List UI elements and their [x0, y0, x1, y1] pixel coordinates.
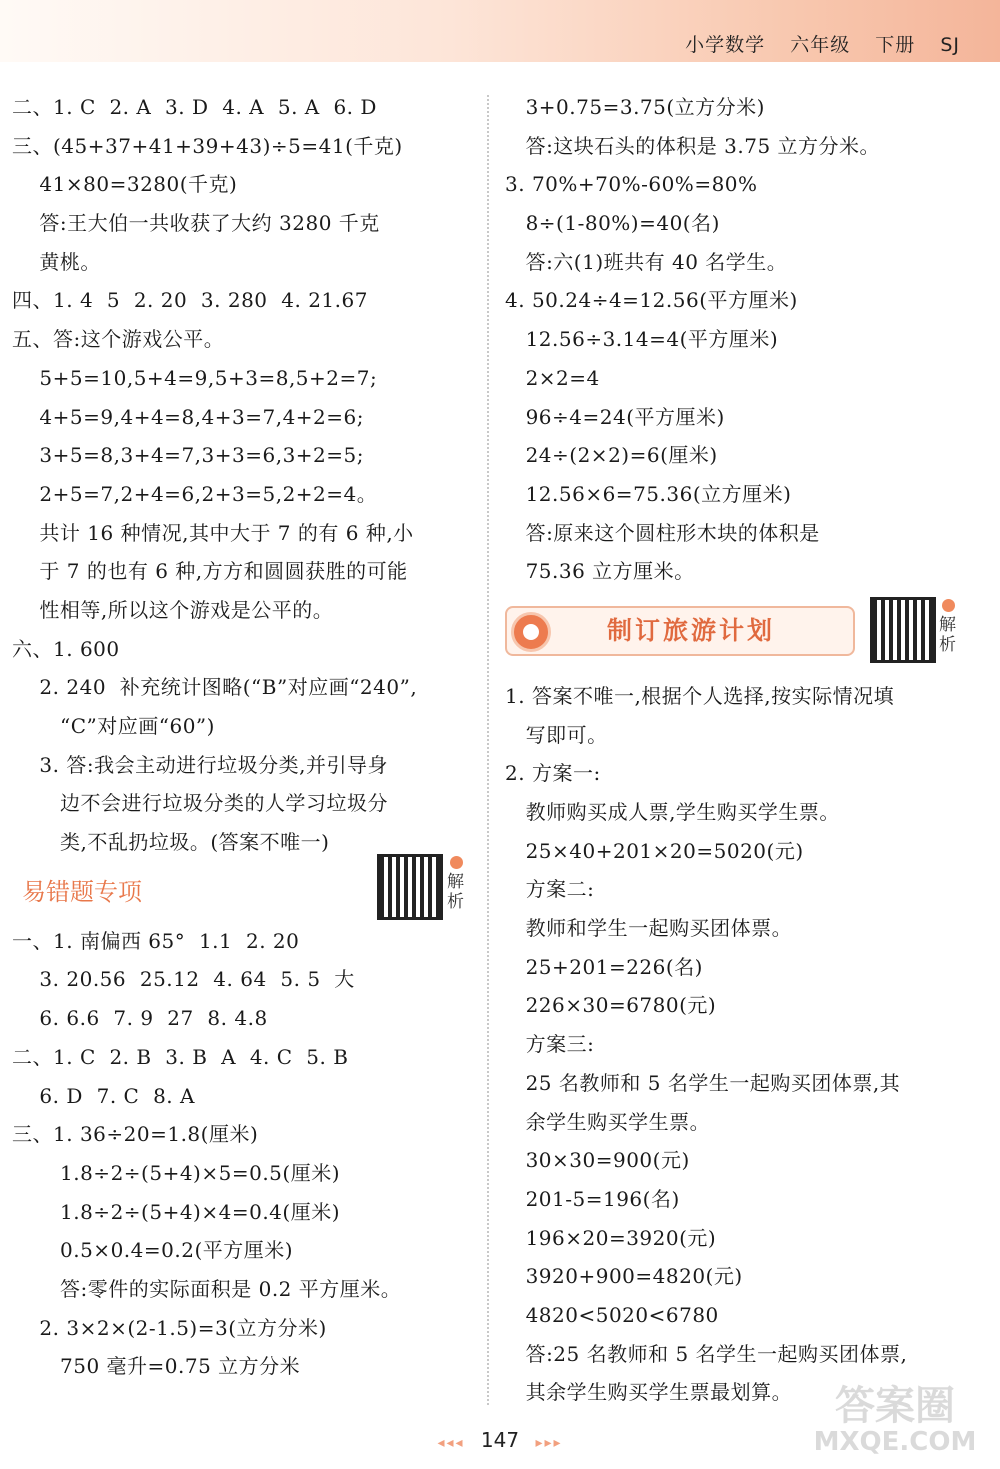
watermark-line2: MXQE.COM	[813, 1427, 977, 1457]
header-volume: 下册	[875, 34, 916, 56]
answer-line: 3. 20.56 25.12 4. 64 5. 5 大	[12, 967, 355, 992]
next-arrows-icon: ▸▸▸	[535, 1435, 563, 1451]
answer-line: 4. 50.24÷4=12.56(平方厘米)	[505, 288, 798, 313]
answer-line: 教师和学生一起购买团体票。	[505, 916, 793, 941]
answer-line: 3. 答:我会主动进行垃圾分类,并引导身	[12, 752, 388, 777]
answer-line: 6. 6.6 7. 9 27 8. 4.8	[12, 1006, 268, 1031]
qr-code-icon[interactable]	[870, 597, 936, 663]
answer-line: 196×20=3920(元)	[505, 1225, 717, 1250]
header-edition: SJ	[940, 34, 960, 56]
answer-line: 二、1. C 2. A 3. D 4. A 5. A 6. D	[12, 95, 377, 119]
answer-line: 一、1. 南偏西 65° 1.1 2. 20	[12, 928, 300, 953]
error-prone-answers-block	[12, 922, 474, 1386]
answer-line: 答:六(1)班共有 40 名学生。	[505, 249, 788, 274]
answer-line: 3+5=8,3+4=7,3+3=6,3+2=5;	[12, 443, 364, 468]
prev-arrows-icon: ◂◂◂	[437, 1435, 465, 1451]
answer-line: 2. 240 补充统计图略(“B”对应画“240”,	[12, 675, 418, 700]
right-column	[505, 88, 975, 1412]
answer-line: 方案三:	[505, 1032, 595, 1057]
answer-line: 共计 16 种情况,其中大于 7 的有 6 种,小	[12, 520, 414, 545]
answer-line: 0.5×0.4=0.2(平方厘米)	[12, 1238, 294, 1263]
left-answers-block	[12, 88, 474, 862]
answer-line: 12.56×6=75.36(立方厘米)	[505, 481, 792, 506]
answer-line: 1. 答案不唯一,根据个人选择,按实际情况填	[505, 683, 895, 708]
column-divider	[487, 95, 489, 1405]
answer-line: 答:25 名教师和 5 名学生一起购买团体票,	[505, 1341, 908, 1366]
qr-code-icon[interactable]	[377, 854, 443, 920]
answer-line: 余学生购买学生票。	[505, 1109, 711, 1134]
answer-line: 25+201=226(名)	[505, 954, 703, 979]
right-answers-block	[505, 88, 975, 591]
answer-line: 方案二:	[505, 877, 595, 902]
answer-line: 1.8÷2÷(5+4)×5=0.5(厘米)	[12, 1160, 341, 1185]
travel-plan-banner	[505, 603, 975, 661]
answer-line: 41×80=3280(千克)	[12, 172, 238, 197]
answer-line: 30×30=900(元)	[505, 1148, 690, 1173]
answer-line: 三、(45+37+41+39+43)÷5=41(千克)	[12, 133, 403, 158]
watermark-line1: 答案圈	[835, 1383, 955, 1429]
travel-plan-answers-block	[505, 677, 975, 1412]
banner-title: 制订旅游计划	[607, 615, 776, 645]
answer-line: 二、1. C 2. B 3. B A 4. C 5. B	[12, 1044, 349, 1069]
answer-line: 3+0.75=3.75(立方分米)	[505, 95, 765, 119]
answer-line: 2. 3×2×(2-1.5)=3(立方分米)	[12, 1315, 327, 1340]
play-dot-icon	[450, 856, 463, 869]
answer-line: “C”对应画“60”)	[12, 714, 215, 738]
header-grade: 六年级	[790, 34, 851, 56]
section-title-text: 易错题专项	[22, 877, 142, 906]
play-dot-icon	[942, 599, 955, 612]
answer-line: 其余学生购买学生票最划算。	[505, 1380, 793, 1405]
answer-line: 答:原来这个圆柱形木块的体积是	[505, 520, 820, 545]
answer-line: 五、答:这个游戏公平。	[12, 327, 225, 352]
left-column	[12, 88, 474, 1386]
banner-circle-icon	[511, 612, 551, 652]
answer-line: 性相等,所以这个游戏是公平的。	[12, 597, 334, 622]
answer-line: 教师购买成人票,学生购买学生票。	[505, 800, 840, 824]
watermark-logo	[800, 1383, 990, 1458]
answer-line: 6. D 7. C 8. A	[12, 1083, 195, 1108]
header-subject: 小学数学	[685, 34, 766, 56]
answer-line: 4+5=9,4+4=8,4+3=7,4+2=6;	[12, 404, 364, 429]
banner-box	[505, 606, 855, 656]
qr-label: 解析	[939, 614, 956, 655]
answer-line: 2+5=7,2+4=6,2+3=5,2+2=4。	[12, 481, 378, 506]
answer-line: 于 7 的也有 6 种,方方和圆圆获胜的可能	[12, 559, 408, 584]
answer-line: 写即可。	[505, 722, 608, 747]
answer-line: 12.56÷3.14=4(平方厘米)	[505, 327, 779, 352]
answer-line: 答:这块石头的体积是 3.75 立方分米。	[505, 133, 881, 158]
answer-line: 25 名教师和 5 名学生一起购买团体票,其	[505, 1070, 901, 1095]
answer-line: 226×30=6780(元)	[505, 993, 717, 1018]
answer-line: 三、1. 36÷20=1.8(厘米)	[12, 1122, 259, 1147]
answer-line: 75.36 立方厘米。	[505, 559, 695, 584]
answer-line: 2. 方案一:	[505, 761, 601, 786]
page-header	[667, 30, 960, 57]
answer-line: 3920+900=4820(元)	[505, 1264, 743, 1289]
qr-label: 解析	[447, 871, 464, 912]
answer-line: 答:王大伯一共收获了大约 3280 千克	[12, 211, 380, 236]
answer-line: 黄桃。	[12, 249, 101, 274]
answer-line: 类,不乱扔垃圾。(答案不唯一)	[12, 830, 330, 855]
answer-line: 24÷(2×2)=6(厘米)	[505, 443, 718, 468]
answer-line: 四、1. 4 5 2. 20 3. 280 4. 21.67	[12, 288, 368, 313]
answer-line: 201-5=196(名)	[505, 1186, 680, 1211]
answer-line: 25×40+201×20=5020(元)	[505, 838, 804, 863]
answer-line: 4820<5020<6780	[505, 1302, 719, 1327]
answer-line: 2×2=4	[505, 365, 600, 390]
answer-line: 750 毫升=0.75 立方分米	[12, 1354, 301, 1379]
answer-line: 3. 70%+70%-60%=80%	[505, 172, 758, 197]
answer-line: 1.8÷2÷(5+4)×4=0.4(厘米)	[12, 1199, 341, 1224]
answer-line: 答:零件的实际面积是 0.2 平方厘米。	[12, 1276, 402, 1301]
page-number: 147	[480, 1428, 520, 1452]
answer-line: 六、1. 600	[12, 636, 120, 661]
answer-line: 96÷4=24(平方厘米)	[505, 404, 725, 429]
answer-line: 5+5=10,5+4=9,5+3=8,5+2=7;	[12, 365, 378, 390]
section-title-error-prone	[12, 862, 474, 922]
answer-line: 8÷(1-80%)=40(名)	[505, 211, 720, 236]
answer-line: 边不会进行垃圾分类的人学习垃圾分	[12, 791, 389, 816]
